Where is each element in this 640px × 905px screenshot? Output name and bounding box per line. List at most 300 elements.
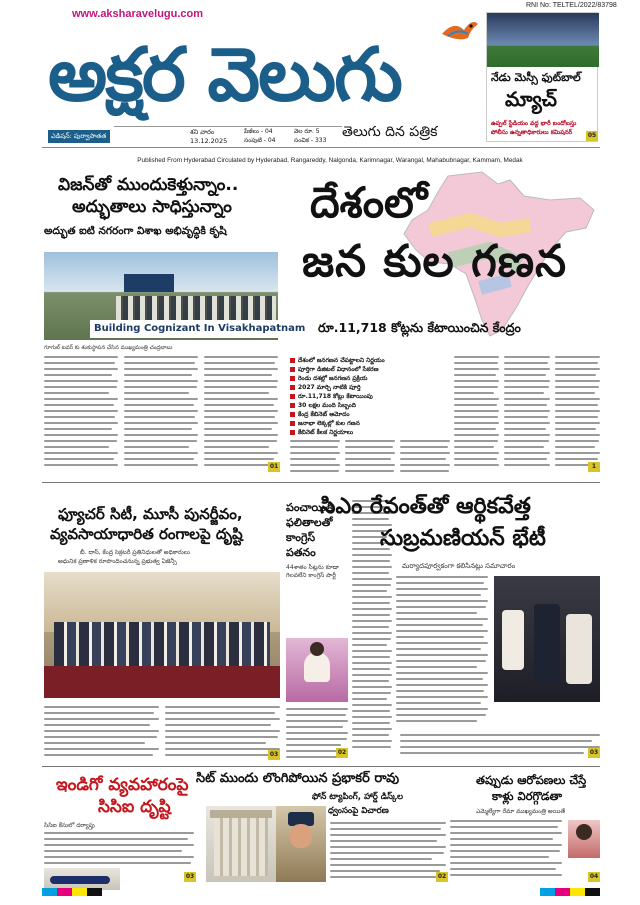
allegations-photo: [568, 820, 600, 858]
story1-body: [44, 356, 278, 474]
text-line: [204, 386, 277, 388]
text-line: [396, 690, 484, 692]
cm-sub: మర్యాదపూర్వకంగా కలిసినట్లు సమాచారం: [402, 562, 516, 570]
story1-headline2[interactable]: అద్భుతాలు సాధిస్తున్నాం: [72, 197, 232, 217]
text-line: [454, 428, 496, 430]
text-line: [44, 380, 118, 382]
cm-page-badge: 03: [589, 749, 599, 756]
text-line: [555, 434, 600, 436]
text-line: [400, 452, 450, 454]
text-line: [454, 362, 498, 364]
text-line: [330, 870, 440, 872]
promo-sub2: పోలీసు ఉన్నతాధికారులు కమిషనర్: [491, 129, 573, 136]
text-line: [454, 386, 498, 388]
text-line: [555, 458, 598, 460]
text-line: [204, 422, 278, 424]
text-line: [44, 446, 109, 448]
text-line: [44, 832, 194, 834]
text-line: [352, 740, 392, 742]
text-line: [204, 404, 274, 406]
text-line: [204, 410, 278, 412]
text-line: [352, 650, 392, 652]
text-line: [352, 584, 391, 586]
text-line: [352, 656, 390, 658]
census-bullets: [290, 356, 448, 437]
text-line: [504, 410, 549, 412]
cm-photo: [494, 576, 600, 702]
promo-photo: [487, 13, 599, 67]
text-line: [44, 856, 194, 858]
text-line: [330, 834, 446, 836]
text-line: [165, 730, 280, 732]
story1-page-badge: 01: [269, 463, 279, 470]
text-line: [504, 446, 544, 448]
panchayat-sub: 44శాతం సీట్లను కూడా గెలవలేని కాంగ్రెస్ పార్టీ: [286, 564, 339, 579]
text-line: [124, 446, 189, 448]
text-line: [454, 398, 499, 400]
text-line: [44, 748, 159, 750]
text-line: [555, 392, 595, 394]
text-line: [204, 368, 278, 370]
text-line: [555, 410, 600, 412]
story1-caption: గూగుల్ టవర్ కు శంకుస్థాపన చేసిన ముఖ్యమంత్రి చంద్రబాబు: [44, 345, 173, 351]
text-line: [396, 576, 488, 578]
text-line: [450, 874, 562, 876]
census-bullet: పూర్తిగా డిజిటల్ విధానంలో సేకరణ: [290, 365, 448, 374]
text-line: [504, 434, 549, 436]
text-line: [124, 398, 198, 400]
text-line: [44, 362, 115, 364]
published-line: Published From Hyderabad Circulated by Hyderabad, Rangareddy, Nalgonda, Karimnagar, Warangal, Mahabubnagar, Kammam, Medak: [137, 157, 523, 164]
edition-tag: ఎడిషన్: పుర్వాపాతత: [48, 130, 110, 143]
text-line: [352, 668, 390, 670]
text-line: [204, 458, 274, 460]
text-line: [44, 374, 112, 376]
bullet-icon: [290, 421, 295, 426]
text-line: [555, 356, 600, 358]
panchayat-headline[interactable]: పంచాయితీ ఫలితాలతో కాంగ్రెస్ పతనం: [286, 501, 335, 559]
text-line: [290, 446, 338, 448]
census-bullet: 2027 మార్చి నాటికి పూర్తి: [290, 383, 448, 392]
text-line: [352, 596, 392, 598]
allegations-headline1[interactable]: తప్పుడు ఆరోపణలు చేస్తే: [476, 773, 587, 787]
text-line: [504, 392, 544, 394]
text-line: [44, 718, 159, 720]
text-line: [454, 374, 496, 376]
story1-headline1[interactable]: విజన్‌తో ముందుకెళ్తున్నాం..: [58, 175, 239, 195]
text-line: [396, 714, 486, 716]
text-line: [352, 680, 389, 682]
text-line: [124, 458, 194, 460]
meta-issue: సంచిక - 333: [294, 137, 327, 144]
text-line: [204, 356, 278, 358]
text-line: [450, 862, 562, 864]
text-line: [44, 736, 157, 738]
promo-big: మ్యాచ్: [505, 87, 557, 111]
text-line: [504, 356, 549, 358]
text-line: [454, 464, 499, 466]
text-line: [124, 380, 198, 382]
text-line: [290, 458, 336, 460]
text-line: [454, 416, 498, 418]
text-line: [454, 404, 497, 406]
text-line: [555, 428, 597, 430]
text-line: [396, 648, 481, 650]
prabhakar-page-badge: 02: [437, 873, 447, 880]
future-headline2[interactable]: వ్యవసాయాధారిత రంగాలపై దృష్టి: [50, 525, 243, 543]
text-line: [204, 398, 278, 400]
text-line: [396, 696, 488, 698]
text-line: [204, 434, 278, 436]
text-line: [352, 698, 387, 700]
text-line: [330, 858, 432, 860]
text-line: [396, 666, 477, 668]
text-line: [124, 404, 194, 406]
census-page-badge: 1: [588, 462, 600, 472]
text-line: [286, 720, 348, 722]
future-body: [44, 706, 280, 762]
officer-photo: [276, 806, 326, 882]
allegations-body: [450, 820, 562, 880]
text-line: [396, 684, 488, 686]
future-headline1[interactable]: ఫ్యూచర్ సిటీ, మూసీ పునర్జీవం,: [58, 505, 243, 523]
text-line: [454, 356, 499, 358]
text-line: [345, 464, 395, 466]
promo-box[interactable]: [486, 12, 598, 142]
text-line: [44, 458, 114, 460]
census-headline2[interactable]: జన కుల గణన: [302, 236, 567, 287]
text-line: [504, 428, 546, 430]
bullet-icon: [290, 430, 295, 435]
text-line: [204, 428, 272, 430]
text-line: [330, 864, 446, 866]
text-line: [204, 416, 275, 418]
court-photo: [206, 806, 276, 882]
text-line: [165, 712, 275, 714]
text-line: [44, 838, 188, 840]
text-line: [352, 554, 392, 556]
text-line: [352, 644, 387, 646]
text-line: [124, 434, 198, 436]
text-line: [165, 706, 280, 708]
text-line: [400, 458, 446, 460]
cm-body-2: [400, 734, 600, 758]
future-sub2: అధునిక ప్రణాళిక రూపొందించనున్న ప్రభుత్వ ఏజెన్సీ: [58, 558, 177, 565]
text-line: [352, 602, 390, 604]
allegations-sub: ఎమ్మెల్యేగా రేమా ముఖ్యమంత్రి అయితే: [476, 808, 566, 815]
date-strip: [114, 126, 342, 146]
text-line: [44, 356, 118, 358]
text-line: [165, 742, 266, 744]
text-line: [555, 374, 597, 376]
text-line: [400, 464, 450, 466]
text-line: [204, 464, 278, 466]
story1-subhead: అద్భుత ఐటి నగరంగా విశాఖ అభివృద్ధికి కృషి: [44, 225, 227, 237]
text-line: [555, 404, 598, 406]
text-line: [165, 724, 271, 726]
text-line: [352, 716, 392, 718]
text-line: [345, 470, 394, 472]
text-line: [330, 876, 446, 878]
text-line: [204, 362, 275, 364]
text-line: [396, 642, 488, 644]
text-line: [352, 566, 392, 568]
bird-logo-icon: [440, 16, 480, 46]
text-line: [330, 822, 446, 824]
text-line: [555, 398, 600, 400]
text-line: [504, 398, 549, 400]
color-bar-right: [540, 888, 600, 896]
text-line: [450, 838, 553, 840]
text-line: [204, 380, 278, 382]
text-line: [396, 672, 488, 674]
text-line: [352, 626, 389, 628]
text-line: [400, 746, 600, 748]
cm-headline1[interactable]: సిఎం రేవంత్‌తో ఆర్థికవేత్త: [320, 494, 531, 519]
text-line: [504, 380, 549, 382]
text-line: [44, 416, 115, 418]
text-line: [44, 422, 118, 424]
panchayat-page-badge: 02: [337, 749, 347, 756]
census-bullet: జనాభా లెక్కల్లో కుల గణన: [290, 419, 448, 428]
text-line: [555, 416, 599, 418]
text-line: [504, 374, 546, 376]
text-line: [450, 844, 562, 846]
text-line: [44, 742, 145, 744]
text-line: [352, 620, 392, 622]
text-line: [124, 416, 195, 418]
text-line: [204, 452, 278, 454]
text-line: [345, 458, 391, 460]
text-line: [44, 386, 117, 388]
text-line: [450, 850, 560, 852]
text-line: [44, 368, 118, 370]
text-line: [400, 740, 592, 742]
cm-body: [396, 576, 488, 726]
text-line: [352, 662, 392, 664]
text-line: [345, 440, 395, 442]
text-line: [352, 728, 392, 730]
indigo-headline1[interactable]: ఇండిగో వ్యవహారంపై: [56, 775, 189, 795]
text-line: [555, 422, 600, 424]
indigo-body: [44, 832, 194, 868]
prabhakar-headline[interactable]: సిట్ ముందు లొంగిపోయిన ప్రభాకర్ రావు: [196, 771, 400, 786]
issue-date: 13.12.2025: [190, 137, 228, 145]
text-line: [352, 704, 392, 706]
census-bullet: కేబినెట్ కీలక నిర్ణయాలు: [290, 428, 448, 437]
bullet-icon: [290, 412, 295, 417]
text-line: [124, 368, 198, 370]
text-line: [44, 392, 109, 394]
text-line: [352, 632, 392, 634]
text-line: [330, 840, 437, 842]
text-line: [454, 434, 499, 436]
text-line: [44, 434, 118, 436]
future-page-badge: 03: [269, 751, 279, 758]
text-line: [454, 446, 494, 448]
text-line: [352, 686, 392, 688]
text-line: [454, 452, 499, 454]
bullet-icon: [290, 376, 295, 381]
text-line: [504, 440, 548, 442]
text-line: [504, 464, 549, 466]
promo-page-badge: 05: [587, 132, 597, 139]
text-line: [400, 734, 600, 736]
text-line: [345, 446, 393, 448]
bullet-icon: [290, 403, 295, 408]
census-bullet: రెండు దశల్లో జనగణన ప్రక్రియ: [290, 374, 448, 383]
text-line: [352, 722, 390, 724]
text-line: [124, 410, 198, 412]
text-line: [44, 428, 112, 430]
text-line: [286, 708, 348, 710]
meta-volume: సంపుటి - 04: [244, 137, 276, 144]
text-line: [286, 726, 343, 728]
indigo-photo: [44, 868, 120, 890]
text-line: [44, 706, 159, 708]
text-line: [555, 362, 599, 364]
census-body: [454, 356, 600, 474]
text-line: [400, 470, 449, 472]
text-line: [555, 446, 595, 448]
cm-headline2[interactable]: సుబ్రమణియన్ భేటీ: [380, 526, 546, 551]
text-line: [124, 356, 198, 358]
text-line: [44, 730, 159, 732]
text-line: [290, 464, 340, 466]
text-line: [454, 422, 499, 424]
text-line: [352, 692, 391, 694]
text-line: [44, 398, 118, 400]
prabhakar-body: [330, 822, 446, 880]
census-bullet: రూ.11,718 కోట్లు కేటాయింపు: [290, 392, 448, 401]
text-line: [330, 828, 441, 830]
text-line: [504, 404, 547, 406]
text-line: [352, 608, 392, 610]
text-line: [165, 748, 280, 750]
text-line: [396, 720, 477, 722]
text-line: [396, 660, 486, 662]
text-line: [555, 380, 600, 382]
census-bullet: కేంద్ర కేబినెట్ ఆమోదం: [290, 410, 448, 419]
text-line: [555, 368, 600, 370]
text-line: [504, 416, 548, 418]
text-line: [396, 678, 483, 680]
text-line: [352, 734, 389, 736]
bullet-icon: [290, 385, 295, 390]
bullet-icon: [290, 367, 295, 372]
text-line: [330, 852, 444, 854]
text-line: [504, 452, 549, 454]
census-amount: రూ.11,718 కోట్లను కేటాయించిన కేంద్రం: [318, 320, 521, 335]
indigo-headline2[interactable]: సిసిఐ దృష్టి: [98, 797, 171, 817]
meta-price: వెల రూ. 5: [294, 128, 320, 135]
text-line: [504, 386, 548, 388]
text-line: [165, 718, 280, 720]
bullet-icon: [290, 358, 295, 363]
text-line: [44, 452, 118, 454]
text-line: [396, 654, 488, 656]
text-line: [454, 392, 494, 394]
prabhakar-sub1: ఫోన్ ట్యాపింగ్, హార్డ్ డిస్క్‌ల: [312, 792, 403, 802]
text-line: [204, 440, 277, 442]
text-line: [124, 374, 192, 376]
text-line: [44, 754, 153, 756]
text-line: [454, 458, 497, 460]
text-line: [555, 452, 600, 454]
text-line: [450, 868, 556, 870]
text-line: [352, 578, 392, 580]
text-line: [290, 440, 340, 442]
text-line: [124, 428, 192, 430]
census-headline1[interactable]: దేశంలో: [310, 178, 428, 227]
text-line: [44, 464, 118, 466]
text-line: [124, 464, 198, 466]
text-line: [124, 440, 197, 442]
text-line: [286, 732, 348, 734]
text-line: [290, 452, 340, 454]
text-line: [396, 612, 477, 614]
text-line: [124, 362, 195, 364]
text-line: [504, 422, 549, 424]
text-line: [396, 630, 488, 632]
text-line: [286, 714, 346, 716]
text-line: [396, 624, 483, 626]
text-line: [396, 606, 486, 608]
future-sub1: బీ. దాస్, కేంద్ర సెక్రటరీ ప్రతినిధులతో అధికారులు: [80, 549, 190, 556]
text-line: [352, 674, 392, 676]
text-line: [44, 862, 191, 864]
text-line: [44, 404, 114, 406]
text-line: [44, 440, 117, 442]
text-line: [396, 618, 488, 620]
text-line: [400, 752, 584, 754]
text-line: [555, 440, 599, 442]
census-body-2: [290, 440, 450, 476]
text-line: [454, 380, 499, 382]
text-line: [44, 850, 182, 852]
text-line: [124, 392, 189, 394]
text-line: [396, 594, 481, 596]
text-line: [124, 452, 198, 454]
text-line: [165, 736, 278, 738]
masthead-logo: అక్షర వెలుగు: [48, 32, 401, 118]
bullet-icon: [290, 394, 295, 399]
text-line: [396, 582, 484, 584]
story1-photo: [44, 252, 306, 340]
panchayat-photo: [286, 638, 348, 702]
text-line: [352, 614, 390, 616]
text-line: [345, 452, 395, 454]
text-line: [454, 410, 499, 412]
census-bullet: దేశంలో జనగణన చేపట్టాలని నిర్ణయం: [290, 356, 448, 365]
text-line: [330, 846, 446, 848]
text-line: [454, 368, 499, 370]
text-line: [400, 446, 448, 448]
allegations-headline2[interactable]: కాళ్లు విరగ్గొడతా: [492, 789, 563, 803]
text-line: [286, 738, 347, 740]
text-line: [504, 362, 548, 364]
weekday: శని వారం: [190, 128, 215, 136]
meta-pages: పేజీలు - 04: [244, 128, 273, 135]
text-line: [124, 422, 198, 424]
text-line: [400, 440, 450, 442]
text-line: [204, 392, 269, 394]
text-line: [44, 844, 194, 846]
text-line: [124, 386, 197, 388]
website-url[interactable]: www.aksharavelugu.com: [72, 8, 204, 20]
text-line: [44, 724, 150, 726]
census-bullet: 30 లక్షల మంది సిబ్బంది: [290, 401, 448, 410]
